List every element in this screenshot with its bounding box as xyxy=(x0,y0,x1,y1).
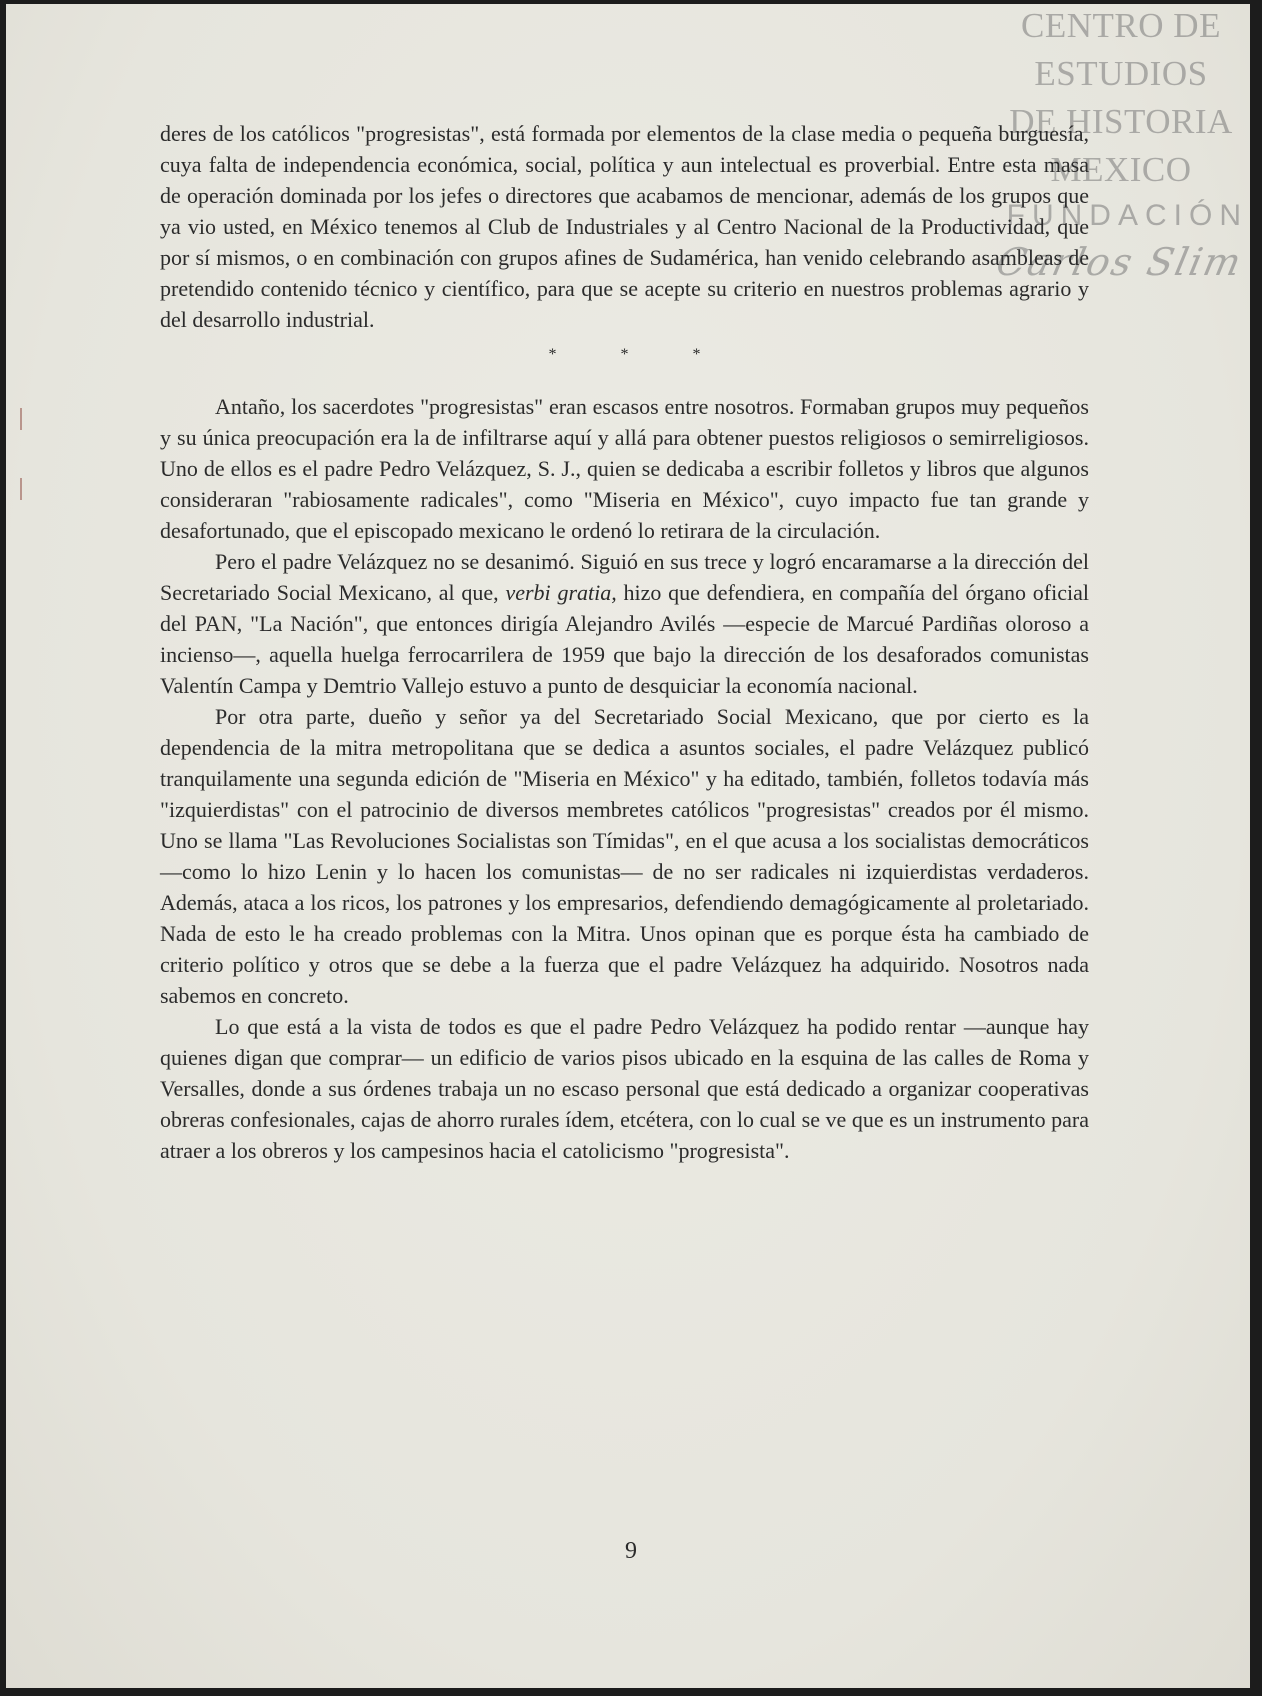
watermark-signature: Carlos Slim xyxy=(992,240,1247,284)
watermark-fundacion: FUNDACIÓN xyxy=(1006,199,1248,232)
latin-phrase: verbi gratia, xyxy=(505,580,617,605)
document-body xyxy=(160,118,1089,1166)
watermark-line-4: MEXICO xyxy=(1050,150,1192,189)
paragraph-velazquez-text-a: Pero el padre Velázquez no se desanimó. Siguió en sus trece y logró encaramarse a la dirección del Secretariado Social Mexicano, al que, xyxy=(160,549,1089,605)
margin-mark-bottom xyxy=(20,478,22,500)
section-separator: * * * xyxy=(548,346,731,363)
paragraph-antano: Antaño, los sacerdotes "progresistas" eran escasos entre nosotros. Formaban grupos muy pequeños y su única preocupación era la de infiltrarse aquí y allá para obtener puestos religiosos o semirreligiosos. Uno de ellos es el padre Pedro Velázquez, S. J., quien se dedicaba a escribir folletos y libros que algunos consideraran "rabiosamente radicales", como "Miseria en México", cuyo impacto fue tan grande y desafortunado, que el episcopado mexicano le ordenó lo retirara de la circulación. xyxy=(160,394,1089,543)
paragraph-por-otra-parte: Por otra parte, dueño y señor ya del Secretariado Social Mexicano, que por cierto es la dependencia de la mitra metropolitana que se dedica a asuntos sociales, el padre Velázquez publicó tranquilamente una segunda edición de "Miseria en México" y ha editado, también, folletos todavía más "izquierdistas" con el patrocinio de diversos membretes católicos "progresistas" creados por él mismo. Uno se llama "Las Revoluciones Socialistas son Tímidas", en el que acusa a los socialistas democráticos —como lo hizo Lenin y lo hacen los comunistas— de no ser radicales ni izquierdistas verdaderos. Además, ataca a los ricos, los patrones y los empresarios, defendiendo demagógicamente al proletariado. Nada de esto le ha creado problemas con la Mitra. Unos opinan que es porque ésta ha cambiado de criterio político y otros que se debe a la fuerza que el padre Velázquez ha adquirido. Nosotros nada sabemos en concreto. xyxy=(160,704,1089,1008)
paragraph-lo-que-esta: Lo que está a la vista de todos es que el padre Pedro Velázquez ha podido rentar —aunque hay quienes digan que comprar— un edificio de varios pisos ubicado en la esquina de las calles de Roma y Versalles, donde a sus órdenes trabaja un no escaso personal que está dedicado a organizar cooperativas obreras confesionales, cajas de ahorro rurales ídem, etcétera, con lo cual se ve que es un instrumento para atraer a los obreros y los campesinos hacia el catolicismo "progresista". xyxy=(160,1014,1089,1163)
margin-mark-top xyxy=(20,408,22,430)
watermark-line-2: ESTUDIOS xyxy=(1034,54,1208,93)
page-number: 9 xyxy=(625,1538,637,1564)
paragraph-velazquez xyxy=(160,546,1089,701)
watermark-line-3: DE HISTORIA xyxy=(1009,102,1233,141)
watermark-line-1: CENTRO DE xyxy=(1021,6,1221,45)
paragraph-velazquez-text-b: hizo que defendiera, en compañía del órgano oficial del PAN, "La Nación", que entonces dirigía Alejandro Avilés —especie de Marcué Pardiñas oloroso a incienso—, aquella huelga ferrocarrilera de 1959 que bajo la dirección de los desaforados comunistas Valentín Campa y Demtrio Vallejo estuvo a punto de desquiciar la economía nacional. xyxy=(160,580,1089,698)
paragraph-continuation: deres de los católicos "progresistas", está formada por elementos de la clase media o pequeña burguesía, cuya falta de independencia económica, social, política y aun intelectual es proverbial. Entre esta masa de operación dominada por los jefes o directores que acabamos de mencionar, además de los grupos que ya vio usted, en México tenemos al Club de Industriales y al Centro Nacional de la Productividad, que por sí mismos, o en combinación con grupos afines de Sudamérica, han venido celebrando asambleas de pretendido contenido técnico y científico, para que se acepte su criterio en nuestros problemas agrario y del desarrollo industrial. xyxy=(160,121,1089,332)
